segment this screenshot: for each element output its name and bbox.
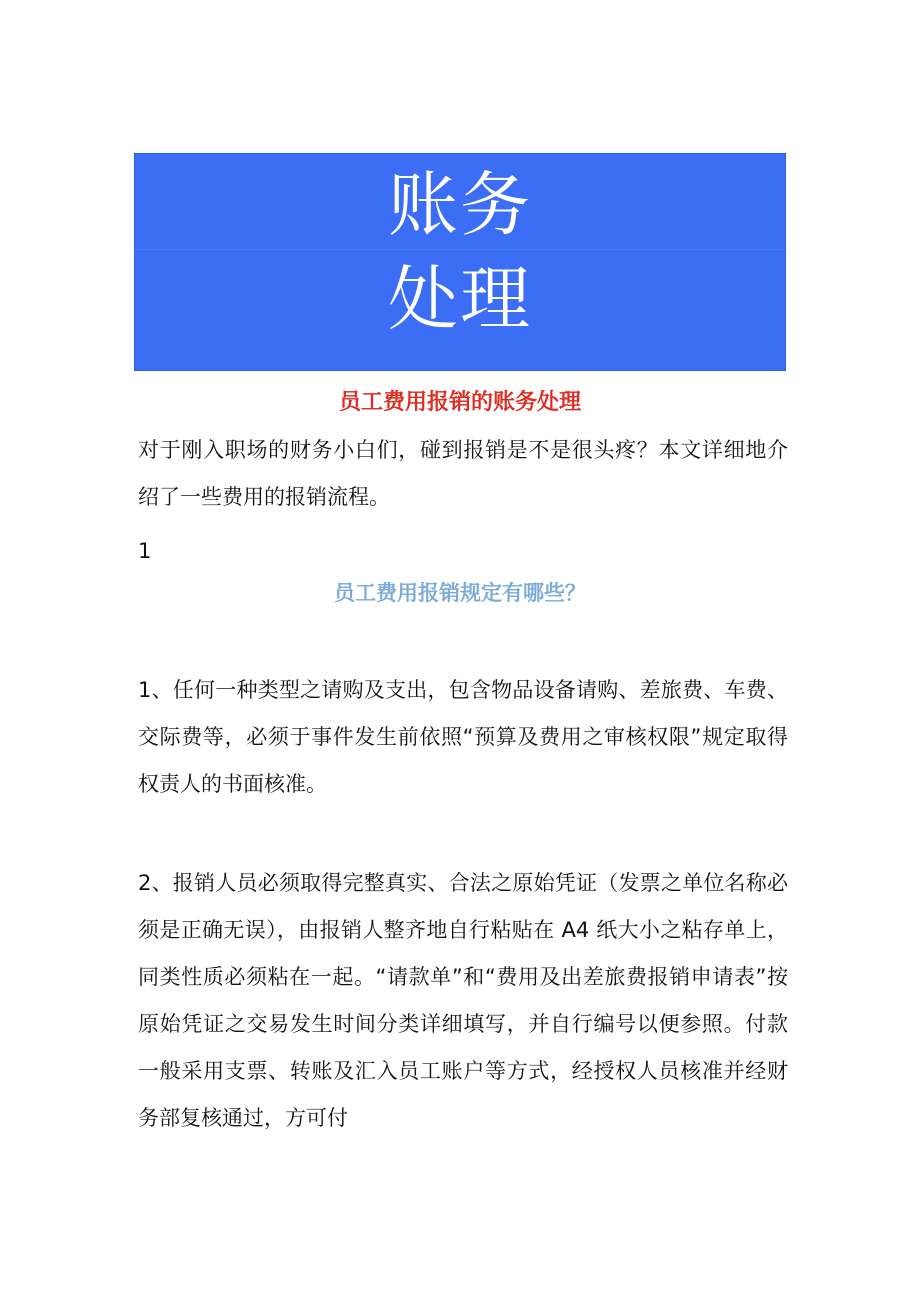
banner-title-line-2: 处理 <box>388 258 532 340</box>
article-title: 员工费用报销的账务处理 <box>338 390 581 415</box>
section-title: 员工费用报销规定有哪些？ <box>334 581 586 605</box>
section-number: 1 <box>138 539 152 563</box>
rule-paragraph-1: 1、任何一种类型之请购及支出，包含物品设备请购、差旅费、车费、交际费等，必须于事件发生前依照“预算及费用之审核权限”规定取得权责人的书面核准。 <box>138 678 788 796</box>
rule-paragraph-2: 2、报销人员必须取得完整真实、合法之原始凭证（发票之单位名称必须是正确无误），由报销人整齐地自行粘贴在 A4 纸大小之粘存单上，同类性质必须粘在一起。“请款单”和“费用及出差旅费报销申请表”按原始凭证之交易发生时间分类详细填写，并自行编号以便参照。付款一般采用支票、转账及汇入员工账户等方式，经授权人员核准并经财务部复核通过，方可付 <box>138 871 788 1130</box>
banner-divider <box>135 249 785 250</box>
header-banner <box>134 153 786 371</box>
banner-title-line-1: 账务 <box>388 164 532 246</box>
intro-paragraph: 对于刚入职场的财务小白们，碰到报销是不是很头疼？本文详细地介绍了一些费用的报销流程。 <box>138 438 788 509</box>
